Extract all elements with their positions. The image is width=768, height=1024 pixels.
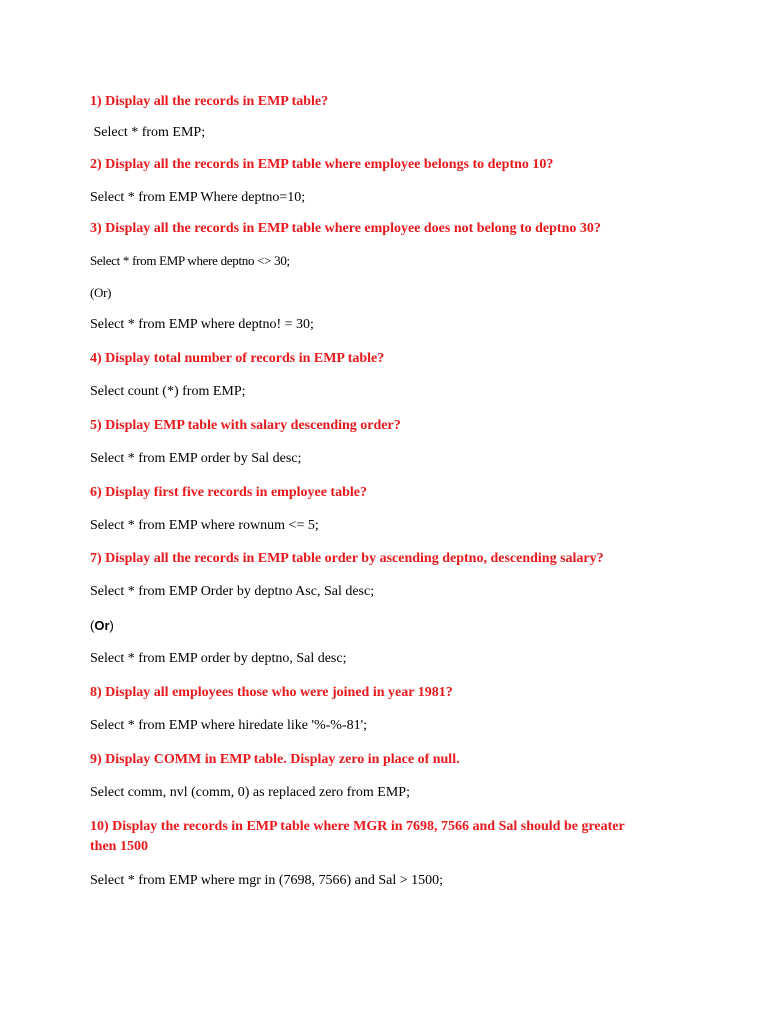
answer-3-or: (Or) [90,285,112,300]
answer-6: Select * from EMP where rownum <= 5; [90,518,319,533]
answer-7-or [90,616,698,636]
answer-4: Select count (*) from EMP; [90,384,246,399]
answer-7-or-close: ) [109,618,114,633]
answer-5: Select * from EMP order by Sal desc; [90,451,302,466]
question-10-line-2: then 1500 [90,839,148,854]
question-7: 7) Display all the records in EMP table order by ascending deptno, descending salary? [90,551,604,566]
answer-9: Select comm, nvl (comm, 0) as replaced zero from EMP; [90,785,410,800]
answer-7-option-2: Select * from EMP order by deptno, Sal desc; [90,651,347,666]
answer-10: Select * from EMP where mgr in (7698, 7566) and Sal > 1500; [90,873,444,888]
answer-7-or-word: Or [94,618,110,633]
answer-7-option-1: Select * from EMP Order by deptno Asc, Sal desc; [90,584,375,599]
question-1: 1) Display all the records in EMP table? [90,94,329,109]
question-8: 8) Display all employees those who were joined in year 1981? [90,685,453,700]
answer-8: Select * from EMP where hiredate like '%-%-81'; [90,718,368,733]
answer-7-or-open: ( [90,618,95,633]
question-2: 2) Display all the records in EMP table where employee belongs to deptno 10? [90,157,554,172]
answer-3-option-2: Select * from EMP where deptno! = 30; [90,317,314,332]
question-9: 9) Display COMM in EMP table. Display zero in place of null. [90,752,460,767]
question-6: 6) Display first five records in employee table? [90,485,367,500]
question-10-line-1: 10) Display the records in EMP table where MGR in 7698, 7566 and Sal should be greater [90,819,625,834]
question-3: 3) Display all the records in EMP table where employee does not belong to deptno 30? [90,221,601,236]
answer-1: Select * from EMP; [90,125,206,140]
answer-3-option-1: Select * from EMP where deptno <> 30; [90,253,290,268]
answer-2: Select * from EMP Where deptno=10; [90,190,306,205]
question-5: 5) Display EMP table with salary descending order? [90,418,401,433]
question-4: 4) Display total number of records in EMP table? [90,351,385,366]
